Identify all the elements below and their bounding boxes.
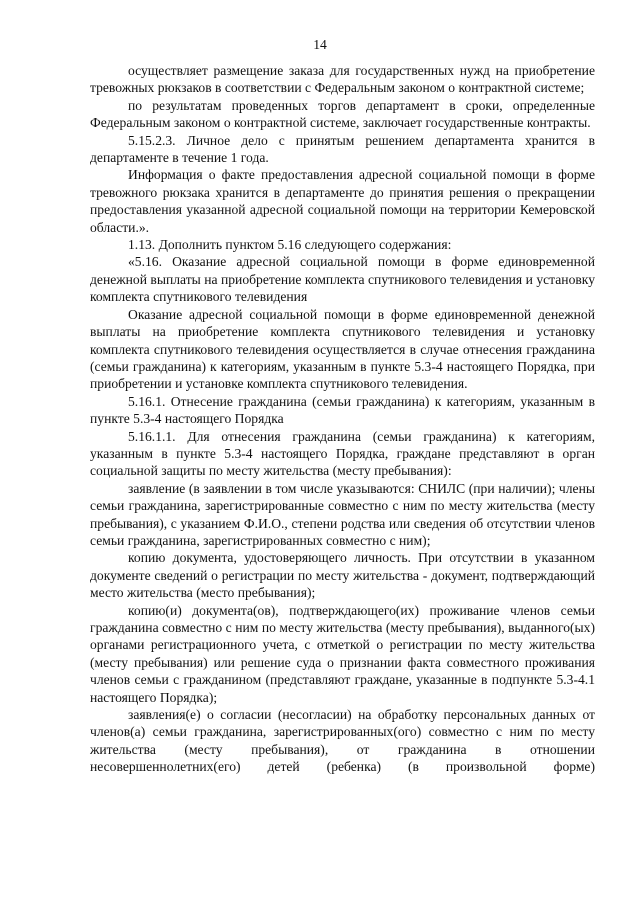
paragraph-1: осуществляет размещение заказа для государственных нужд на приобретение тревожных рюкзаков в соответствии с Федеральным законом о контрактной системе; (90, 63, 595, 96)
paragraph-3: 5.15.2.3. Личное дело с принятым решением департамента хранится в департаменте в течение 1 года. (90, 132, 595, 166)
paragraph-10: заявление (в заявлении в том числе указываются: СНИЛС (при наличии); члены семьи гражданина, зарегистрированные совместно с ним по месту жительства (месту пребывания), с указанием Ф.И.О., степени родства или сведения об отсутствии членов семьи гражданина, зарегистрированных совместно с ним); (90, 480, 595, 548)
paragraph-5: 1.13. Дополнить пунктом 5.16 следующего содержания: (128, 237, 452, 253)
paragraph-2: по результатам проведенных торгов департамент в сроки, определенные Федеральным законом о контрактной системе, заключает государственные контракты. (90, 97, 595, 131)
paragraph-4: Информация о факте предоставления адресной социальной помощи в форме тревожного рюкзака хранится в департаменте до принятия решения о прекращении предоставления указанной адресной социальной помощи на территории Кемеровской области.». (90, 167, 595, 235)
document-body (90, 62, 595, 776)
paragraph-8: 5.16.1. Отнесение гражданина (семьи гражданина) к категориям, указанным в пункте 5.3-4 настоящего Порядка (90, 393, 595, 427)
paragraph-6-heading: «5.16. Оказание адресной социальной помощи в форме единовременной денежной выплаты на приобретение комплекта спутникового телевидения и установку комплекта спутникового телевидения (90, 254, 595, 305)
page-number: 14 (313, 37, 327, 52)
paragraph-12: копию(и) документа(ов), подтверждающего(их) проживание членов семьи гражданина совместно с ним по месту жительства (месту пребывания), выданного(ых) органами регистрационного учета, с отметкой о регистрации по месту жительства (месту пребывания) или решение суда о признании факта совместного проживания членов семьи с гражданином (представляют граждане, указанные в подпункте 5.3-4.1 настоящего Порядка); (90, 602, 595, 705)
paragraph-13: заявления(е) о согласии (несогласии) на обработку персональных данных от членов(а) семьи гражданина, зарегистрированных(ого) совместно с ним по месту жительства (месту пребывания), от гражданина в отношении несовершеннолетних(его) детей (ребенка) (в произвольной форме) (90, 707, 595, 775)
paragraph-9: 5.16.1.1. Для отнесения гражданина (семьи гражданина) к категориям, указанным в пункте 5.3-4 настоящего Порядка, граждане представляют в орган социальной защиты по месту жительства (месту пребывания): (90, 428, 595, 479)
paragraph-11: копию документа, удостоверяющего личность. При отсутствии в указанном документе сведений о регистрации по месту жительства - документ, подтверждающий место жительства (место пребывания); (90, 550, 595, 601)
paragraph-7: Оказание адресной социальной помощи в форме единовременной денежной выплаты на приобретение комплекта спутникового телевидения и установку комплекта спутникового телевидения осуществляется в случае отнесения гражданина (семьи гражданина) к категориям, указанным в пункте 5.3-4 настоящего Порядка, при приобретении и установке комплекта спутникового телевидения. (90, 306, 595, 392)
